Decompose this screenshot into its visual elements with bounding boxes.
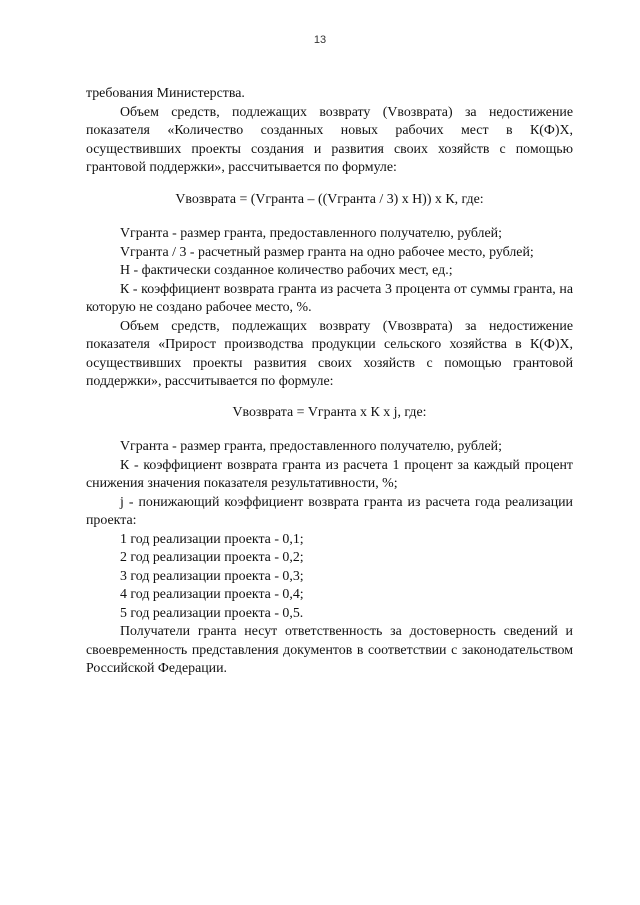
year-coefficient-list [86,531,573,624]
definition-jobs-created: Н - фактически созданное количество рабочих мест, ед.; [120,263,453,278]
formula-jobs-refund: Vвозврата = (Vгранта – ((Vгранта / 3) х Н)) х К, где: [175,191,484,207]
list-item: 4 год реализации проекта - 0,4; [120,587,304,602]
list-item: 1 год реализации проекта - 0,1; [120,531,304,547]
paragraph-responsibility: Получатели гранта несут ответственность за достоверность сведений и своевременность представления документов в соответствии с законодательством Российской Федерации. [86,624,573,676]
definition-grant-per-job: Vгранта / 3 - расчетный размер гранта на одно рабочее место, рублей; [120,244,534,260]
formula-production-refund: Vвозврата = Vгранта х К х j, где: [232,404,427,420]
paragraph-continuation: требования Министерства. [86,86,245,101]
paragraph-jobs-refund: Объем средств, подлежащих возврату (Vвозврата) за недостижение показателя «Количество созданных новых рабочих мест в К(Ф)Х, осуществивших проекты создания и развития своих хозяйств с помощью грантовой поддержки», рассчитывается по формуле: [86,104,573,175]
definition-coefficient-k: К - коэффициент возврата гранта из расчета 3 процента от суммы гранта, на которую не создано рабочее место, %. [86,281,573,315]
document-body [86,85,573,679]
paragraph-production-refund: Объем средств, подлежащих возврату (Vвозврата) за недостижение показателя «Прирост производства продукции сельского хозяйства в К(Ф)Х, осуществивших проекты развития своих хозяйств с помощью грантовой поддержки», рассчитывается по формуле: [86,318,573,389]
page-number: 13 [313,34,327,46]
list-item: 5 год реализации проекта - 0,5. [120,605,304,621]
list-item: 3 год реализации проекта - 0,3; [120,568,304,584]
definition-grant-size-2: Vгранта - размер гранта, предоставленного получателю, рублей; [120,439,502,454]
definition-coefficient-j: j - понижающий коэффициент возврата гранта из расчета года реализации проекта: [86,494,573,528]
definition-coefficient-k-2: К - коэффициент возврата гранта из расчета 1 процент за каждый процент снижения значения показателя результативности, %; [86,457,573,491]
list-item: 2 год реализации проекта - 0,2; [120,550,304,565]
definition-grant-size: Vгранта - размер гранта, предоставленного получателю, рублей; [120,226,502,241]
